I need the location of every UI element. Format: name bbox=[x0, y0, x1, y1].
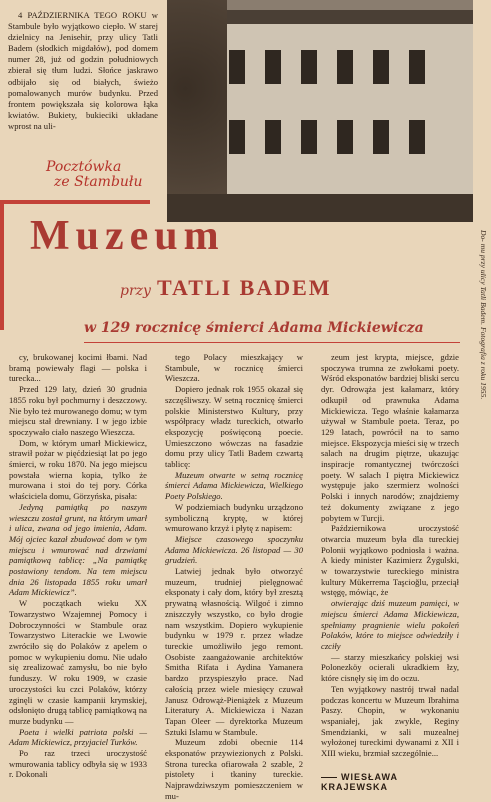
quote: Miejsce czasowego spoczynku Adama Mickiewicza. 26 listopad — 30 grudzień. bbox=[165, 533, 303, 566]
quote: otwierając dziś muzeum pamięci, w miejscu śmierci Adama Mickiewicza, spełniamy pragnienie wielu pokoleń Polaków, które to miejsce odwiedziły i czciły bbox=[321, 598, 459, 651]
museum-photo bbox=[167, 0, 473, 222]
article-column-1 bbox=[9, 352, 147, 780]
paragraph: Dopiero jednak rok 1955 okazał się szczęśliwszy. W setną rocznicę śmierci polskie Ministerstwo Kultury, przy współpracy władz tureckich, otwarło ekspozycję poświęconą poecie. Umieszczono wówczas na fasadzie domu przy ulicy Tatli Badem czwartą tablicę: bbox=[165, 384, 303, 470]
intro-paragraph: 4 PAŹDZIERNIKA TEGO ROKU w Stambule było wyjątkowo ciepło. W starej dzielnicy na Jenisehir, przy ulicy Tatli Badem (słodkich migdałów), pod domem numer 28, już od godzin południowych zbierał się tłum ludzi. Słońce jaskrawo odbijało się od białych, świeżo pomalowanych murów budynku. Przed frontem powiększała się kolorowa łąka kwiatów. Bukiety, bukieciki układane wprost na uli- bbox=[8, 10, 158, 131]
headline-rule-top bbox=[0, 200, 150, 204]
paragraph: cy, brukowanej kocimi łbami. Nad bramą powiewały flagi — polska i turecka... bbox=[9, 352, 147, 384]
paragraph: Muzeum zdobi obecnie 114 eksponatów przywiezionych z Polski. Strona turecka ofiarowała 2 szable, 2 pistolety i tkaniny tureckie. Najprawdziwszym pomieszczeniem w mu- bbox=[165, 737, 303, 801]
paragraph: W początkach wieku XX Towarzystwo Wzajemnej Pomocy i Dobroczynności w Stambule oraz Towarzystwo Literackie we Lwowie zwróciło się do Polaków z apelem o pomoc w wykupieniu domu. Nie udało się zrealizować zamysłu, bo nie było funduszy. W roku 1909, w czasie uroczystości ku czci Polaków, którzy zginęli w czasie kampanii krymskiej, odsłonięto drugą tablicę pamiątkową na murze budynku — bbox=[9, 598, 147, 726]
author-signature: WIESŁAWA KRAJEWSKA bbox=[321, 772, 398, 792]
headline-przy: przy bbox=[120, 283, 151, 299]
building-facade bbox=[207, 10, 473, 210]
headline-rule-left bbox=[0, 200, 4, 330]
paragraph: W podziemiach budynku urządzono symboliczną kryptę, w której wmurowano krzyż i płytę z napisem: bbox=[165, 501, 303, 534]
tree-silhouette bbox=[167, 0, 227, 222]
paragraph: Dom, w którym umarł Mickiewicz, strawił pożar w pięćdziesiąt lat po jego śmierci, w roku 1870. Na jego miejscu powstała wierna kopia, tylko że murowana i stoi do tej pory. Córka właściciela domu, Görzyńska, pisała: bbox=[9, 437, 147, 502]
paragraph: Po raz trzeci uroczystość wmurowania tablicy odbyła się w 1933 r. Dokonali bbox=[9, 748, 147, 780]
article-column-3 bbox=[321, 352, 459, 759]
quote: Poeta i wielki patriota polski — Adam Mickiewicz, przyjaciel Turków. bbox=[9, 726, 147, 748]
headline-title: Muzeum bbox=[30, 213, 225, 259]
paragraph: tego Polacy mieszkający w Stambule, w rocznicę śmierci Wieszcza. bbox=[165, 352, 303, 384]
quote: Muzeum otwarte w setną rocznicę śmierci Adama Mickiewicza, Wielkiego Poety Polskiego. bbox=[165, 469, 303, 502]
paragraph: Latwiej jednak było otworzyć muzeum, trudniej pielęgnować eksponaty i cały dom, który był zresztą prywatną własnością. Wilgoć i zimno zniszczyły wszystko, co było drogie nam wszystkim. Dopiero wykupienie budynku w 1979 r. przez władze tureckie umożliwiło jego remont. Osobiste zaangażowanie architektów Smitha Rifata i Aydina Yamanera bardzo przyspieszyło prace. Nad całością przez wiele miesięcy czuwał Janusz Odrowąż-Pieniążek z Muzeum Literatury A. Mickiewicza i Nazan Tapan Oleer — dyrektorka Muzeum Sztuki Islamu w Stambule. bbox=[165, 566, 303, 737]
headline-street-name: TATLI BADEM bbox=[156, 275, 332, 300]
paragraph: zeum jest krypta, miejsce, gdzie spoczywa trumna ze zwłokami poety. Wśród eksponatów bardziej bliski sercu dyr. Odrowąża jest kałamarz, który odkupił od prawnuka Adama Mickiewicza. Tego właśnie kałamarza używał w Stambule poeta. Teraz, po 129 latach, powrócił na to samo miejsce. Ekspozycja mieści się w trzech salach na drugim piętrze, ukazując inspiracje romantycznej twórczości poety. W salach I piętra Mickiewicz występuje jako szermierz wolności Polski i innych narodów; znajdziemy też dokumenty związane z jego pobytem w Turcji. bbox=[321, 352, 459, 523]
paragraph: Październikowa uroczystość otwarcia muzeum była dla tureckiej Polonii wyjątkowo podniosła i ważna. A kiedy minister Kazimierz Żygulski, w towarzystwie tureckiego ministra kultury Mükerrema Taşcioğlu, przeciął wstęgę, mówiąc, że bbox=[321, 523, 459, 598]
photo-caption: Do- mu przy ulicy Tatli Badem. Fotografia z roku 1955. bbox=[479, 230, 488, 400]
paragraph: — starzy mieszkańcy polskiej wsi Polonezköy ocierali ukradkiem łzy, które cisnęły się im do oczu. bbox=[321, 651, 459, 684]
subtitle-line-2: ze Stambułu bbox=[54, 174, 143, 190]
article-column-2 bbox=[165, 352, 303, 802]
paragraph: Ten wyjątkowy nastrój trwał nadal podczas koncertu w Muzeum Ibrahima Paszy. Chopin, w wykonaniu wspaniałej, jak zwykle, Reginy Smendzianki, w sali muzealnej wyłożonej tureckimi dywanami z XII i XIII wieku, brzmiał szczególnie... bbox=[321, 683, 459, 759]
headline-deck: w 129 rocznicę śmierci Adama Mickiewicza bbox=[84, 320, 424, 336]
postcard-subtitle bbox=[46, 160, 186, 190]
subtitle-line-1: Pocztówka bbox=[46, 159, 122, 175]
headline-street bbox=[120, 275, 332, 301]
deck-rule bbox=[84, 342, 460, 343]
paragraph: Przed 129 laty, dzień 30 grudnia 1855 roku był pochmurny i deszczowy. Nie było też murowanego domu; w tym miejscu stał drewniany. I w jego izbie spoczywało ciało naszego Wieszcza. bbox=[9, 384, 147, 437]
quote: Jedyną pamiątką po naszym wieszczu został grunt, na którym umarł i ulica, zwana od jego imienia, Adam. Mój ojciec kazał zbudować dom w tym miejscu i wmurować nad drzwiami pamiątkową tablicę: „Na pamiątkę postawiony tendom. Na tem miejscu dnia 26 listopada 1855 roku umarł Adam Mickiewicz”. bbox=[9, 501, 147, 598]
